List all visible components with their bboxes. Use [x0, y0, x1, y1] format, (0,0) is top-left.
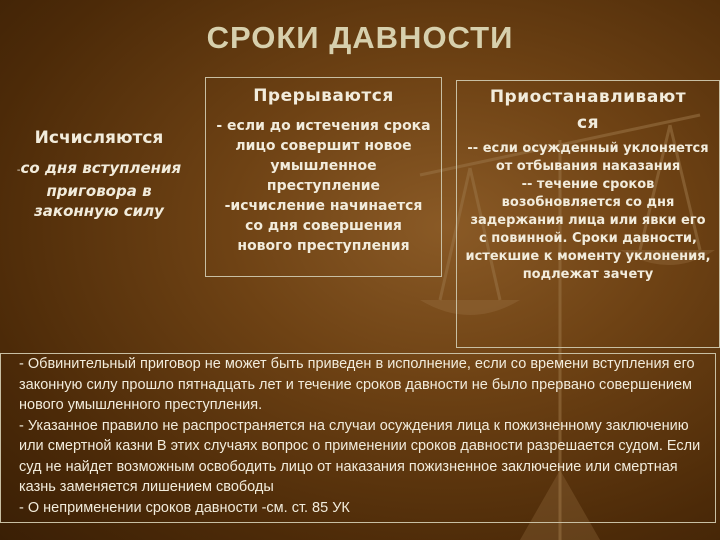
- card-interrupted-text-1: - если до истечения срока лицо совершит новое умышленное преступление: [216, 118, 431, 194]
- card-interrupted-heading: Прерываются: [253, 86, 394, 106]
- note-paragraph-1: - Обвинительный приговор не может быть приведен в исполнение, если со времени вступления его законную силу прошло пятнадцать лет и течение сроков давности не было прервано совершением нового умышленного преступления.: [19, 356, 695, 413]
- card-interrupted-body: [206, 116, 441, 256]
- notes-box: [0, 353, 716, 523]
- page-title: СРОКИ ДАВНОСТИ: [206, 20, 514, 55]
- bullet-dash: -: [16, 165, 21, 176]
- card-suspended-body: [457, 140, 719, 284]
- card-suspended-heading-line-2: ся: [577, 113, 599, 133]
- card-interrupted: [205, 77, 442, 277]
- card-suspended-heading: [457, 81, 719, 136]
- card-interrupted-text-2: -исчисление начинается со дня совершения нового преступления: [224, 198, 423, 254]
- note-paragraph-2: - Указанное правило не распространяется на случаи осуждения лица к пожизненному заключению или смертной казни В этих случаях вопрос о применении сроков давности разрешается судом. Если суд не найдет возможным освободить лицо от наказания пожизненное заключение или смертная казнь заменяется лишением свободы: [19, 417, 701, 495]
- card-suspended-text-1: -- если осужденный уклоняется от отбывания наказания: [467, 141, 709, 174]
- card-calculated-body: [4, 158, 194, 221]
- card-calculated: [4, 128, 194, 221]
- card-suspended-heading-line-1: Приостанавливают: [489, 87, 687, 107]
- note-paragraph-3: - О неприменении сроков давности -см. ст. 85 УК: [19, 499, 350, 516]
- card-calculated-heading: Исчисляются: [34, 128, 164, 148]
- card-suspended: [456, 80, 720, 348]
- card-suspended-text-2: -- течение сроков возобновляется со дня задержания лица или явки его с повинной. Сроки давности, истекшие к моменту уклонения, подлежат зачету: [465, 177, 711, 282]
- card-calculated-text: со дня вступления приговора в законную силу: [20, 159, 182, 220]
